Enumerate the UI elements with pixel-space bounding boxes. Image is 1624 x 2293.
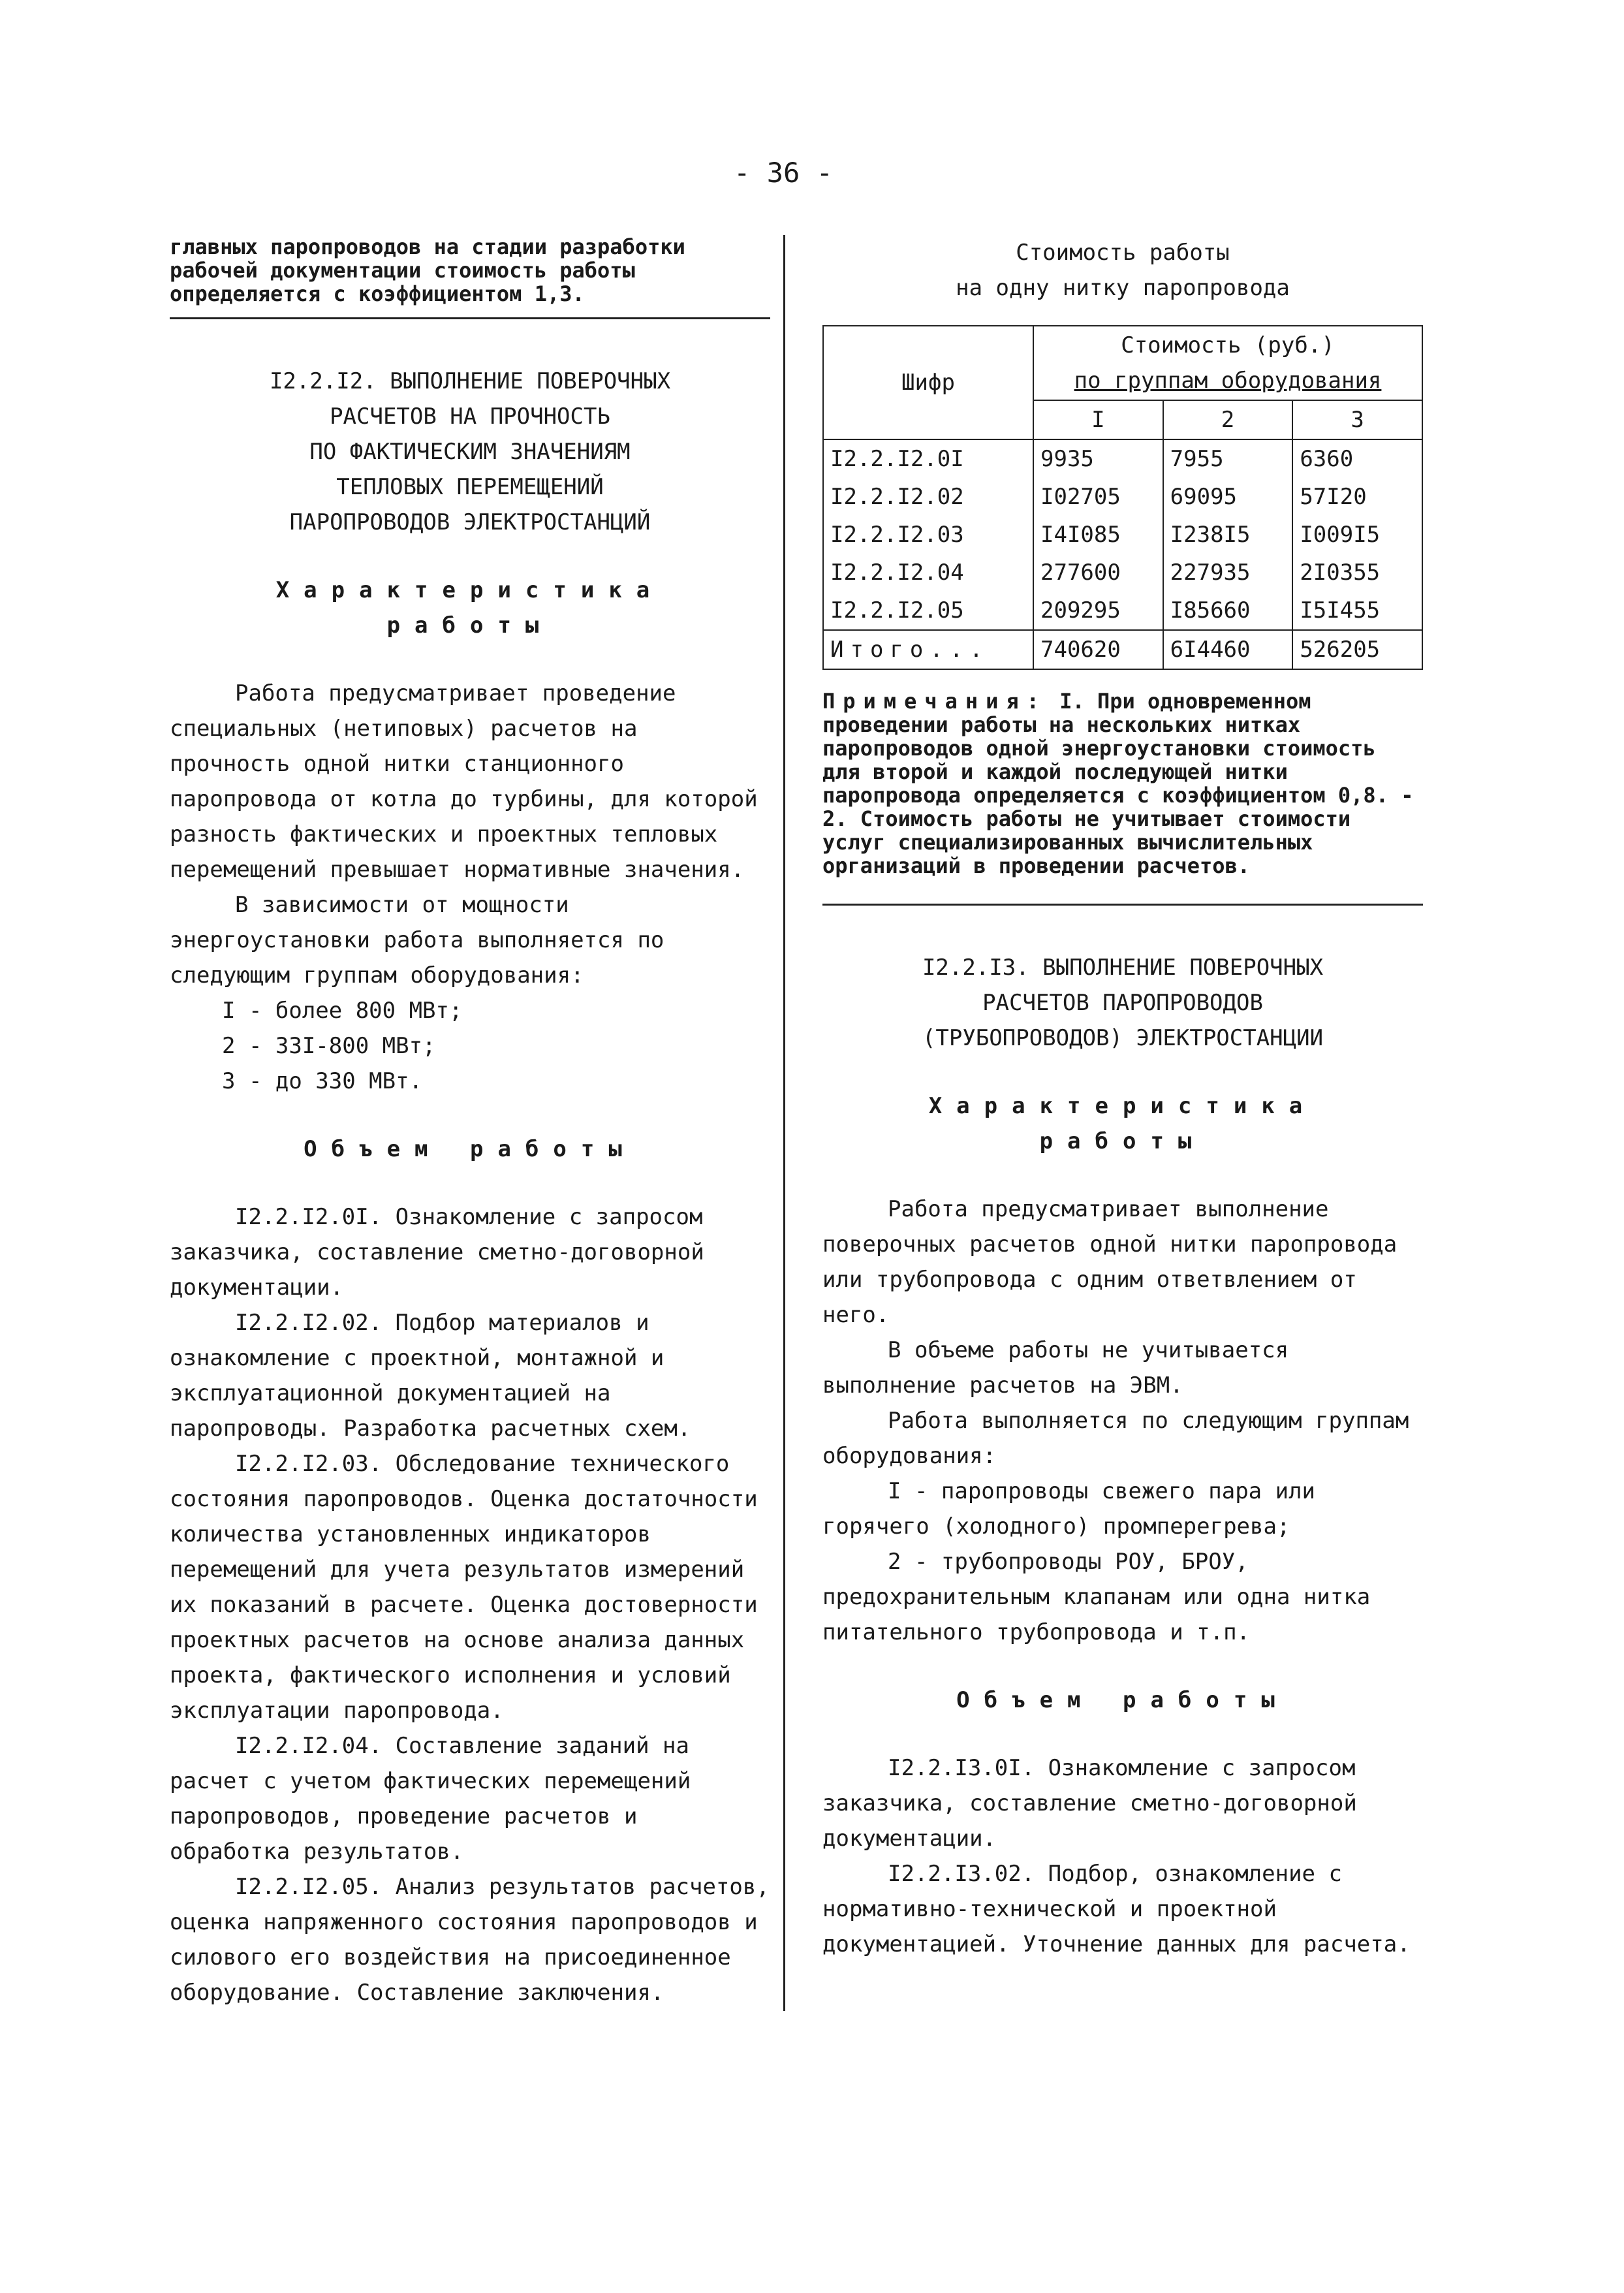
paragraph: Работа предусматривает проведение специальных (нетиповых) расчетов на прочность одной нитки станционного паропровода от котла до турбины, для которой разность фактических и проектных тепловых перемещений превышает нормативные значения. <box>170 680 758 883</box>
header-group: 3 <box>1292 400 1422 439</box>
page-number: - 36 - <box>734 157 833 189</box>
header-cost: Стоимость (руб.) по группам оборудования <box>1033 326 1422 400</box>
table-row: I2.2.I2.02 I02705 69095 57I20 <box>823 478 1422 516</box>
table-row: I2.2.I2.0I 9935 7955 6360 <box>823 439 1422 478</box>
table-caption: Стоимость работы на одну нитку паропровода <box>956 240 1290 301</box>
left-column <box>170 235 770 2010</box>
table-total-row: Итого... 740620 6I4460 526205 <box>823 630 1422 669</box>
volume-heading: Объем работы <box>956 1687 1289 1713</box>
work-item: I2.2.I3.0I. Ознакомление с запросом заказчика, составление сметно-договорной документации. <box>822 1755 1357 1852</box>
group-item: 2 - трубопроводы РОУ, БРОУ, предохранительным клапанам или одна нитка питательного трубопровода и т.п. <box>822 1549 1371 1645</box>
work-item: I2.2.I2.02. Подбор материалов и ознакомление с проектной, монтажной и эксплуатационной документацией на паропроводы. Разработка расчетных схем. <box>170 1310 691 1442</box>
header-group: 2 <box>1163 400 1293 439</box>
rule <box>822 904 1423 906</box>
continued-text: главных паропроводов на стадии разработки рабочей документации стоимость работы определяется с коэффициентом 1,3. <box>170 234 685 306</box>
header-code: Шифр <box>823 326 1033 439</box>
paragraph: В зависимости от мощности энергоустановки работа выполняется по следующим группам оборудования: <box>170 892 664 988</box>
work-item: I2.2.I2.05. Анализ результатов расчетов, оценка напряженного состояния паропроводов и силового его воздействия на присоединенное оборудование. Составление заключения. <box>170 1874 770 2006</box>
paragraph: Работа выполняется по следующим группам оборудования: <box>822 1408 1409 1469</box>
work-item: I2.2.I2.0I. Ознакомление с запросом заказчика, составление сметно-договорной документации. <box>170 1204 704 1301</box>
work-item: I2.2.I2.03. Обследование технического состояния паропроводов. Оценка достаточности количества установленных индикаторов перемещений для учета результатов измерений их показаний в расчете. Оценка достоверности проектных расчетов на основе анализа данных проекта, фактического исполнения и условий эксплуатации паропровода. <box>170 1451 758 1724</box>
volume-heading: Объем работы <box>304 1136 636 1162</box>
characteristic-heading: Характеристика работы <box>928 1093 1317 1154</box>
section-title: I2.2.I3. ВЫПОЛНЕНИЕ ПОВЕРОЧНЫХ РАСЧЕТОВ ПАРОПРОВОДОВ (ТРУБОПРОВОДОВ) ЭЛЕКТРОСТАНЦИИ <box>922 955 1324 1051</box>
table-notes: Примечания: I. При одновременном проведении работы на нескольких нитках паропроводов одной энергоустановки стоимость для второй и каждой последующей нитки паропровода определяется с коэффициентом 0,8. - 2. Стоимость работы не учитывает стоимости услуг специализированных вычислительных организаций в проведении расчетов. <box>822 689 1414 878</box>
paragraph: Работа предусматривает выполнение поверочных расчетов одной нитки паропровода или трубопровода с одним ответвлением от него. <box>822 1196 1398 1328</box>
table-row: I2.2.I2.05 209295 I85660 I5I455 <box>823 592 1422 630</box>
cost-table <box>822 325 1423 670</box>
group-item: I - паропроводы свежего пара или горячего (холодного) промперегрева; <box>822 1478 1316 1540</box>
group-list: I - более 800 МВт; 2 - 33I-800 МВт; 3 - до 330 МВт. <box>222 998 463 1094</box>
table-row: I2.2.I2.03 I4I085 I238I5 I009I5 <box>823 516 1422 554</box>
work-item: I2.2.I3.02. Подбор, ознакомление с нормативно-технической и проектной документацией. Уточнение данных для расчета. <box>822 1861 1411 1957</box>
section-title: I2.2.I2. ВЫПОЛНЕНИЕ ПОВЕРОЧНЫХ РАСЧЕТОВ НА ПРОЧНОСТЬ ПО ФАКТИЧЕСКИМ ЗНАЧЕНИЯМ ТЕПЛОВЫХ ПЕРЕМЕЩЕНИЙ ПАРОПРОВОДОВ ЭЛЕКТРОСТАНЦИЙ <box>269 368 671 535</box>
column-divider <box>783 235 785 2011</box>
work-item: I2.2.I2.04. Составление заданий на расчет с учетом фактических перемещений паропроводов, проведение расчетов и обработка результатов. <box>170 1733 691 1865</box>
header-group: I <box>1033 400 1163 439</box>
paragraph: В объеме работы не учитывается выполнение расчетов на ЭВМ. <box>822 1337 1289 1399</box>
rule <box>170 317 770 319</box>
right-column <box>822 235 1423 1962</box>
characteristic-heading: Характеристика работы <box>275 577 664 639</box>
table-row: I2.2.I2.04 277600 227935 2I0355 <box>823 554 1422 592</box>
